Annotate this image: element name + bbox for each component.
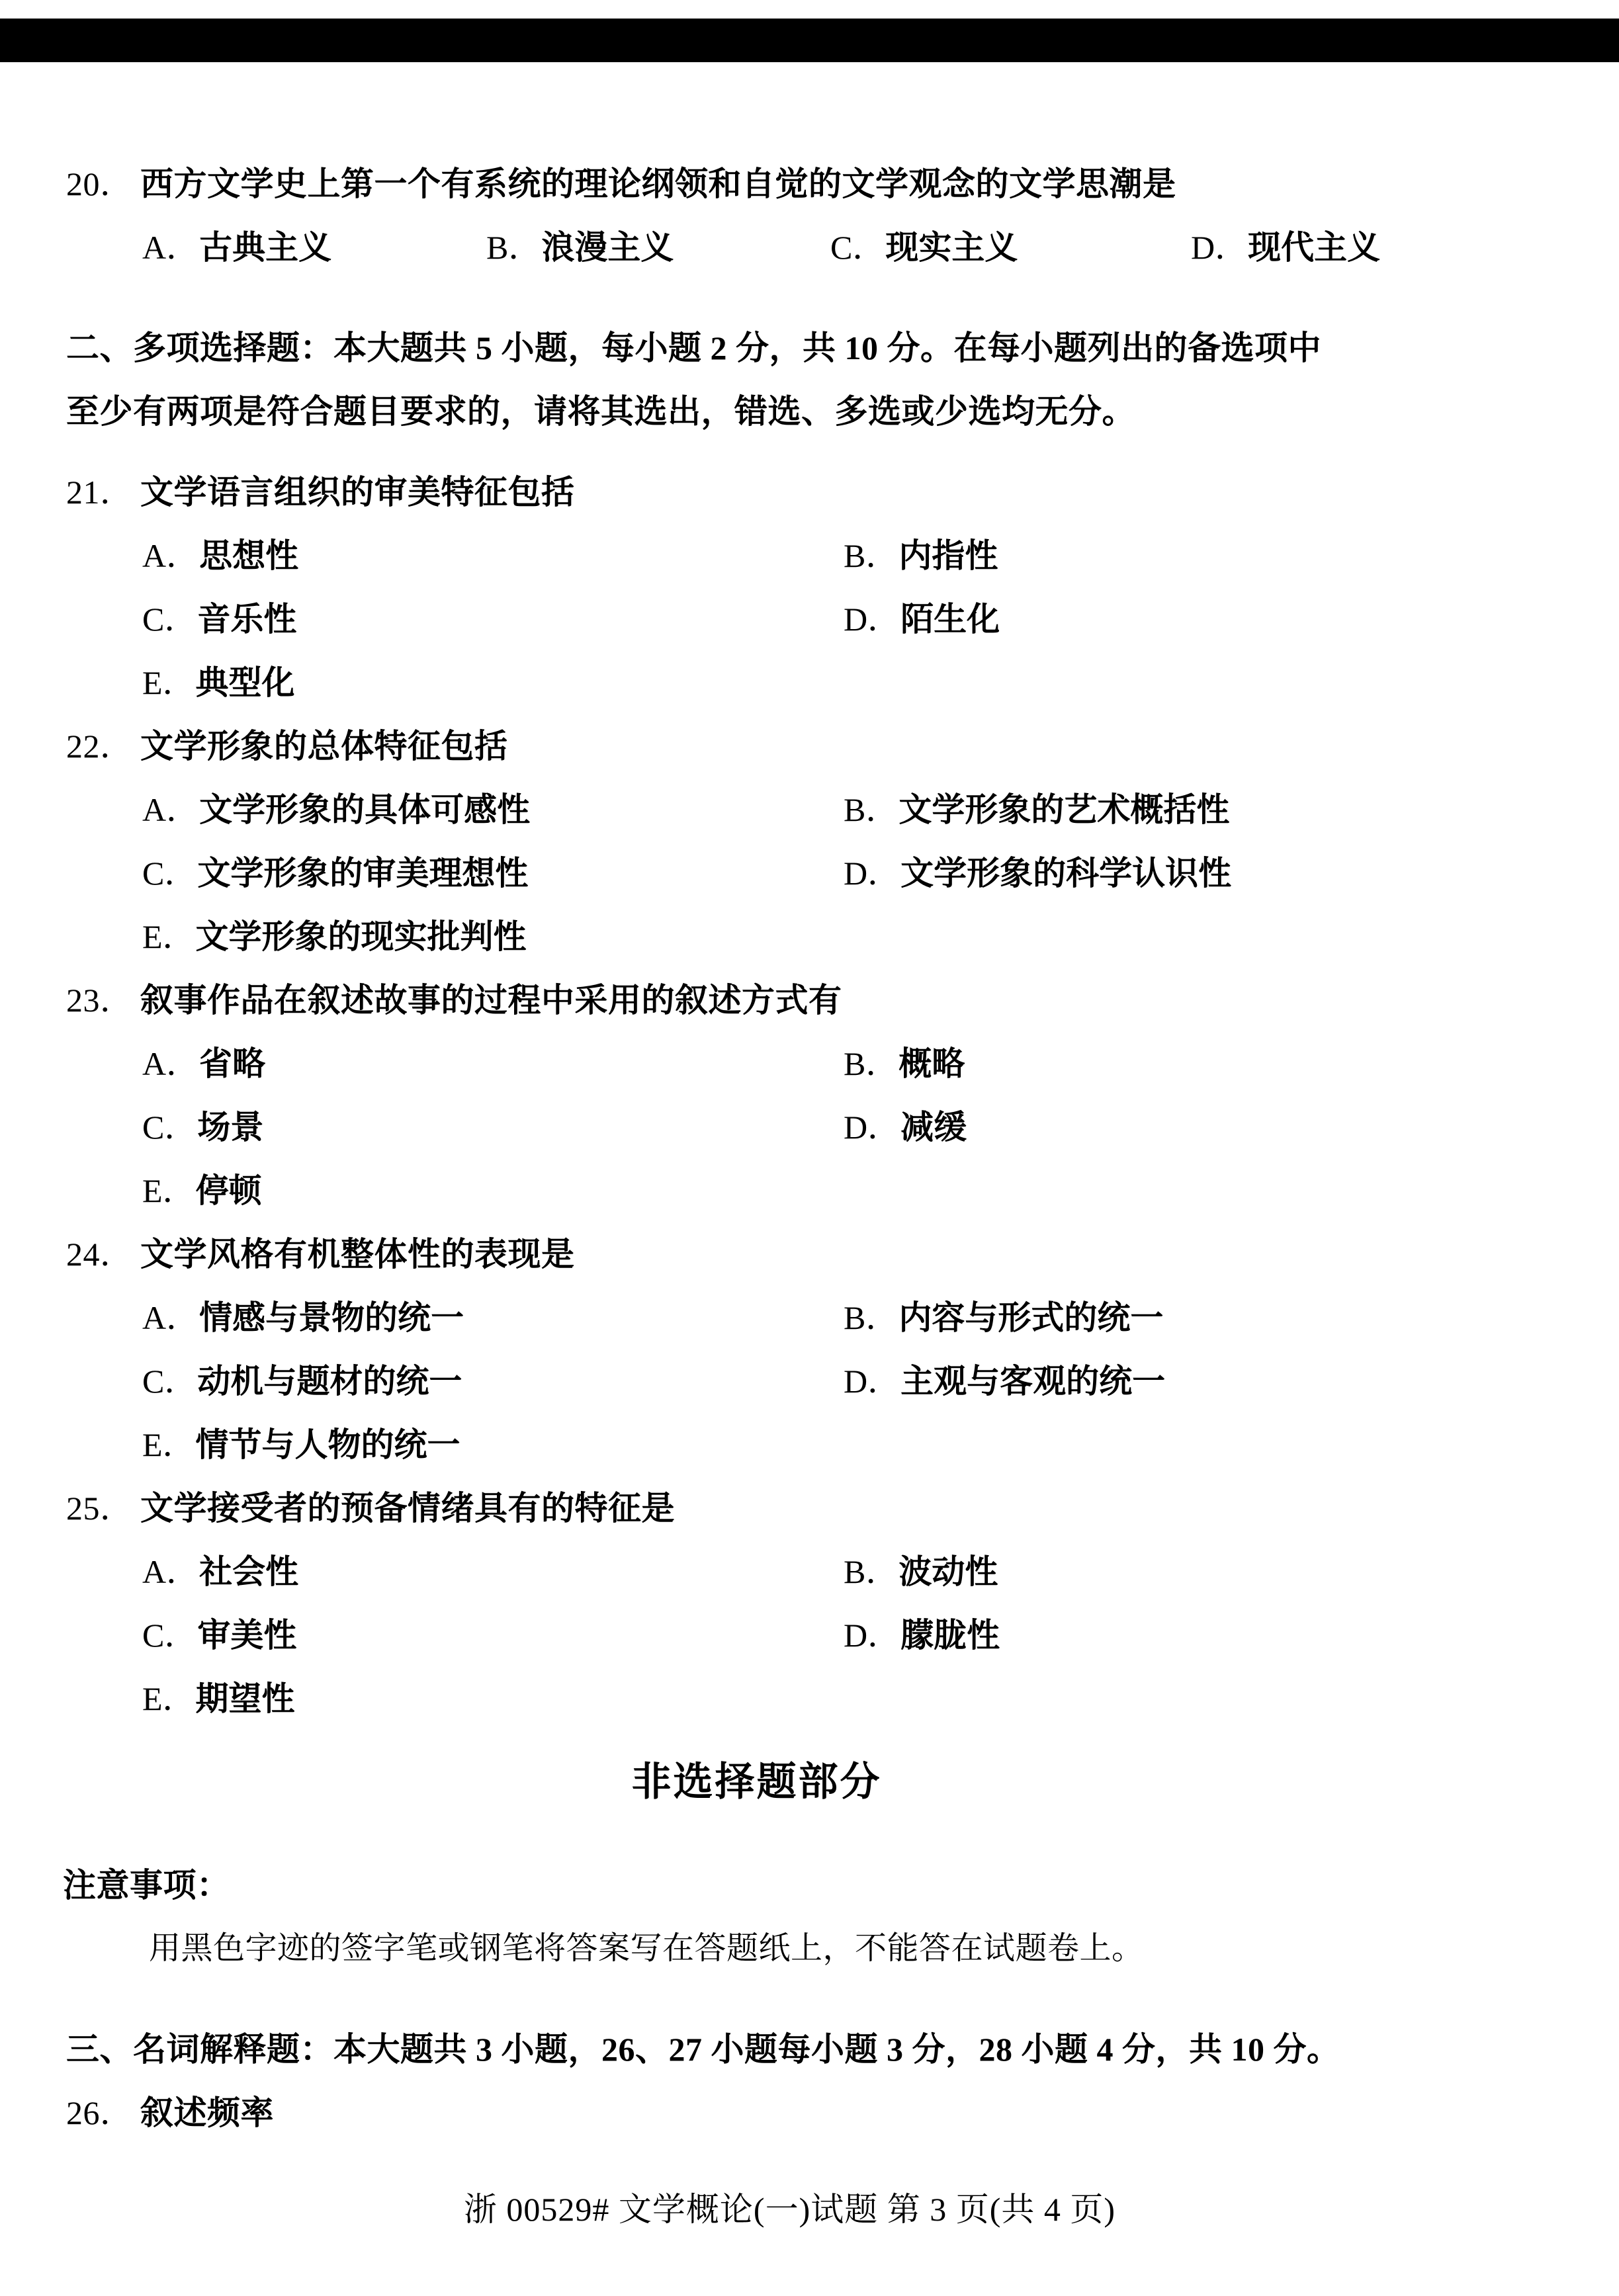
option-label: E． — [142, 1426, 196, 1463]
question-stem — [0, 2081, 1619, 2145]
option-label: B． — [486, 229, 542, 266]
section-text-line2: 至少有两项是符合题目要求的，请将其选出，错选、多选或少选均无分。 — [66, 393, 1135, 430]
option-row — [0, 1667, 1619, 1730]
option-label: C． — [142, 1363, 198, 1400]
option-value: 音乐性 — [197, 601, 297, 638]
option-row — [0, 841, 1619, 905]
option-d[interactable] — [1191, 216, 1380, 279]
page-content — [0, 152, 1619, 2145]
option-label: A． — [142, 229, 200, 266]
option-row — [0, 1540, 1619, 1603]
option-e[interactable] — [142, 905, 527, 968]
option-d[interactable] — [844, 1603, 1000, 1667]
option-label: D． — [1191, 229, 1248, 266]
question-text: 叙述频率 — [140, 2094, 274, 2131]
option-c[interactable] — [142, 1349, 462, 1413]
option-d[interactable] — [844, 1349, 1165, 1413]
section-header-multiple-choice-line2 — [0, 380, 1619, 443]
option-label: E． — [142, 664, 196, 701]
option-label: E． — [142, 1172, 196, 1209]
option-value: 思想性 — [199, 537, 299, 574]
question-stem — [0, 1476, 1619, 1540]
option-row — [0, 1095, 1619, 1159]
option-value: 文学形象的现实批判性 — [195, 918, 527, 955]
option-e[interactable] — [142, 1159, 262, 1222]
option-value: 现代主义 — [1248, 229, 1381, 266]
question-number: 20． — [66, 165, 134, 202]
spacer — [0, 1730, 1619, 1748]
option-value: 内指性 — [898, 537, 998, 574]
option-a[interactable] — [142, 524, 298, 587]
option-row — [0, 524, 1619, 587]
option-label: D． — [844, 601, 901, 638]
option-value: 现实主义 — [885, 229, 1018, 266]
question-number: 26． — [66, 2094, 134, 2131]
option-e[interactable] — [142, 1667, 295, 1730]
option-a[interactable] — [142, 1540, 298, 1603]
option-value: 文学形象的科学认识性 — [900, 855, 1232, 892]
option-a[interactable] — [142, 216, 331, 279]
option-label: A． — [142, 1045, 200, 1082]
option-b[interactable] — [844, 524, 998, 587]
question-number: 22． — [66, 728, 134, 765]
option-label: E． — [142, 1680, 196, 1717]
section-header-term-explanation — [0, 2018, 1619, 2081]
option-a[interactable] — [142, 1286, 464, 1349]
question-number: 23． — [66, 982, 134, 1019]
page-footer: 浙 00529# 文学概论(一)试题 第 3 页(共 4 页) — [463, 2191, 1116, 2228]
question-text: 文学风格有机整体性的表现是 — [140, 1236, 575, 1273]
option-value: 朦胧性 — [900, 1617, 1000, 1654]
option-value: 省略 — [199, 1045, 266, 1082]
question-number: 25． — [66, 1490, 134, 1527]
part-heading: 非选择题部分 — [631, 1760, 882, 1804]
option-value: 波动性 — [898, 1553, 998, 1590]
option-b[interactable] — [844, 1286, 1163, 1349]
option-label: B． — [844, 1299, 899, 1336]
option-value: 古典主义 — [199, 229, 332, 266]
notice-title: 注意事项： — [63, 1867, 230, 1904]
option-e[interactable] — [142, 651, 295, 714]
option-a[interactable] — [142, 1032, 265, 1095]
option-row — [0, 1159, 1619, 1222]
option-label: D． — [844, 1617, 901, 1654]
option-d[interactable] — [844, 1095, 967, 1159]
option-b[interactable] — [844, 778, 1229, 841]
option-row — [0, 651, 1619, 714]
section-header-multiple-choice — [0, 316, 1619, 380]
option-b[interactable] — [486, 216, 674, 279]
option-value: 浪漫主义 — [541, 229, 674, 266]
option-d[interactable] — [844, 841, 1231, 905]
option-label: B． — [844, 1045, 899, 1082]
option-value: 减缓 — [900, 1109, 967, 1146]
spacer — [0, 279, 1619, 316]
option-label: C． — [142, 1617, 198, 1654]
option-c[interactable] — [142, 587, 296, 651]
option-label: D． — [844, 855, 901, 892]
question-stem — [0, 152, 1619, 216]
spacer — [0, 443, 1619, 460]
option-value: 动机与题材的统一 — [197, 1363, 462, 1400]
option-value: 文学形象的审美理想性 — [197, 855, 529, 892]
option-value: 情节与人物的统一 — [195, 1426, 460, 1463]
section-text-line1: 名词解释题：本大题共 3 小题，26、27 小题每小题 3 分，28 小题 4 分，共 10 分。 — [133, 2031, 1340, 2068]
option-row — [0, 587, 1619, 651]
section-marker: 二、 — [66, 329, 133, 366]
option-value: 概略 — [898, 1045, 965, 1082]
section-text-line1: 多项选择题：本大题共 5 小题，每小题 2 分，共 10 分。在每小题列出的备选项中 — [133, 329, 1321, 366]
section-marker: 三、 — [66, 2031, 133, 2068]
option-a[interactable] — [142, 778, 530, 841]
option-d[interactable] — [844, 587, 1000, 651]
question-text: 文学语言组织的审美特征包括 — [140, 474, 575, 511]
option-label: D． — [844, 1109, 901, 1146]
question-text: 叙事作品在叙述故事的过程中采用的叙述方式有 — [140, 982, 842, 1019]
option-c[interactable] — [142, 841, 528, 905]
option-label: C． — [142, 601, 198, 638]
option-value: 文学形象的具体可感性 — [199, 791, 531, 828]
option-row — [0, 1032, 1619, 1095]
option-label: B． — [844, 1553, 899, 1590]
spacer — [0, 1980, 1619, 2018]
question-stem — [0, 714, 1619, 778]
option-b[interactable] — [844, 1032, 965, 1095]
option-row — [0, 1286, 1619, 1349]
option-c[interactable] — [830, 216, 1018, 279]
option-label: C． — [830, 229, 886, 266]
option-value: 文学形象的艺术概括性 — [898, 791, 1230, 828]
question-number: 21． — [66, 474, 134, 511]
option-row — [0, 1413, 1619, 1476]
option-row — [0, 905, 1619, 968]
option-value: 典型化 — [195, 664, 295, 701]
option-value: 内容与形式的统一 — [898, 1299, 1164, 1336]
question-stem — [0, 968, 1619, 1032]
option-value: 期望性 — [195, 1680, 295, 1717]
option-value: 审美性 — [197, 1617, 297, 1654]
question-stem — [0, 1222, 1619, 1286]
option-c[interactable] — [142, 1603, 296, 1667]
option-label: A． — [142, 537, 200, 574]
question-text: 西方文学史上第一个有系统的理论纲领和自觉的文学观念的文学思潮是 — [140, 165, 1176, 202]
scan-black-band — [0, 19, 1619, 62]
option-label: A． — [142, 1299, 200, 1336]
option-row — [0, 1349, 1619, 1413]
option-b[interactable] — [844, 1540, 998, 1603]
question-text: 文学形象的总体特征包括 — [140, 728, 508, 765]
option-value: 场景 — [197, 1109, 264, 1146]
option-value: 情感与景物的统一 — [199, 1299, 464, 1336]
option-row — [0, 778, 1619, 841]
option-value: 社会性 — [199, 1553, 299, 1590]
question-text: 文学接受者的预备情绪具有的特征是 — [140, 1490, 675, 1527]
question-number: 24． — [66, 1236, 134, 1273]
spacer — [0, 1816, 1619, 1853]
option-value: 陌生化 — [900, 601, 1000, 638]
option-label: D． — [844, 1363, 901, 1400]
option-label: A． — [142, 1553, 200, 1590]
option-row — [0, 216, 1619, 279]
option-e[interactable] — [142, 1413, 460, 1476]
option-label: B． — [844, 537, 899, 574]
option-label: E． — [142, 918, 196, 955]
option-value: 停顿 — [195, 1172, 262, 1209]
question-stem — [0, 460, 1619, 524]
option-value: 主观与客观的统一 — [900, 1363, 1166, 1400]
option-label: C． — [142, 855, 198, 892]
option-c[interactable] — [142, 1095, 263, 1159]
notice-body: 用黑色字迹的签字笔或钢笔将答案写在答题纸上，不能答在试题卷上。 — [149, 1931, 1144, 1966]
option-label: B． — [844, 791, 899, 828]
option-label: C． — [142, 1109, 198, 1146]
option-label: A． — [142, 791, 200, 828]
option-row — [0, 1603, 1619, 1667]
